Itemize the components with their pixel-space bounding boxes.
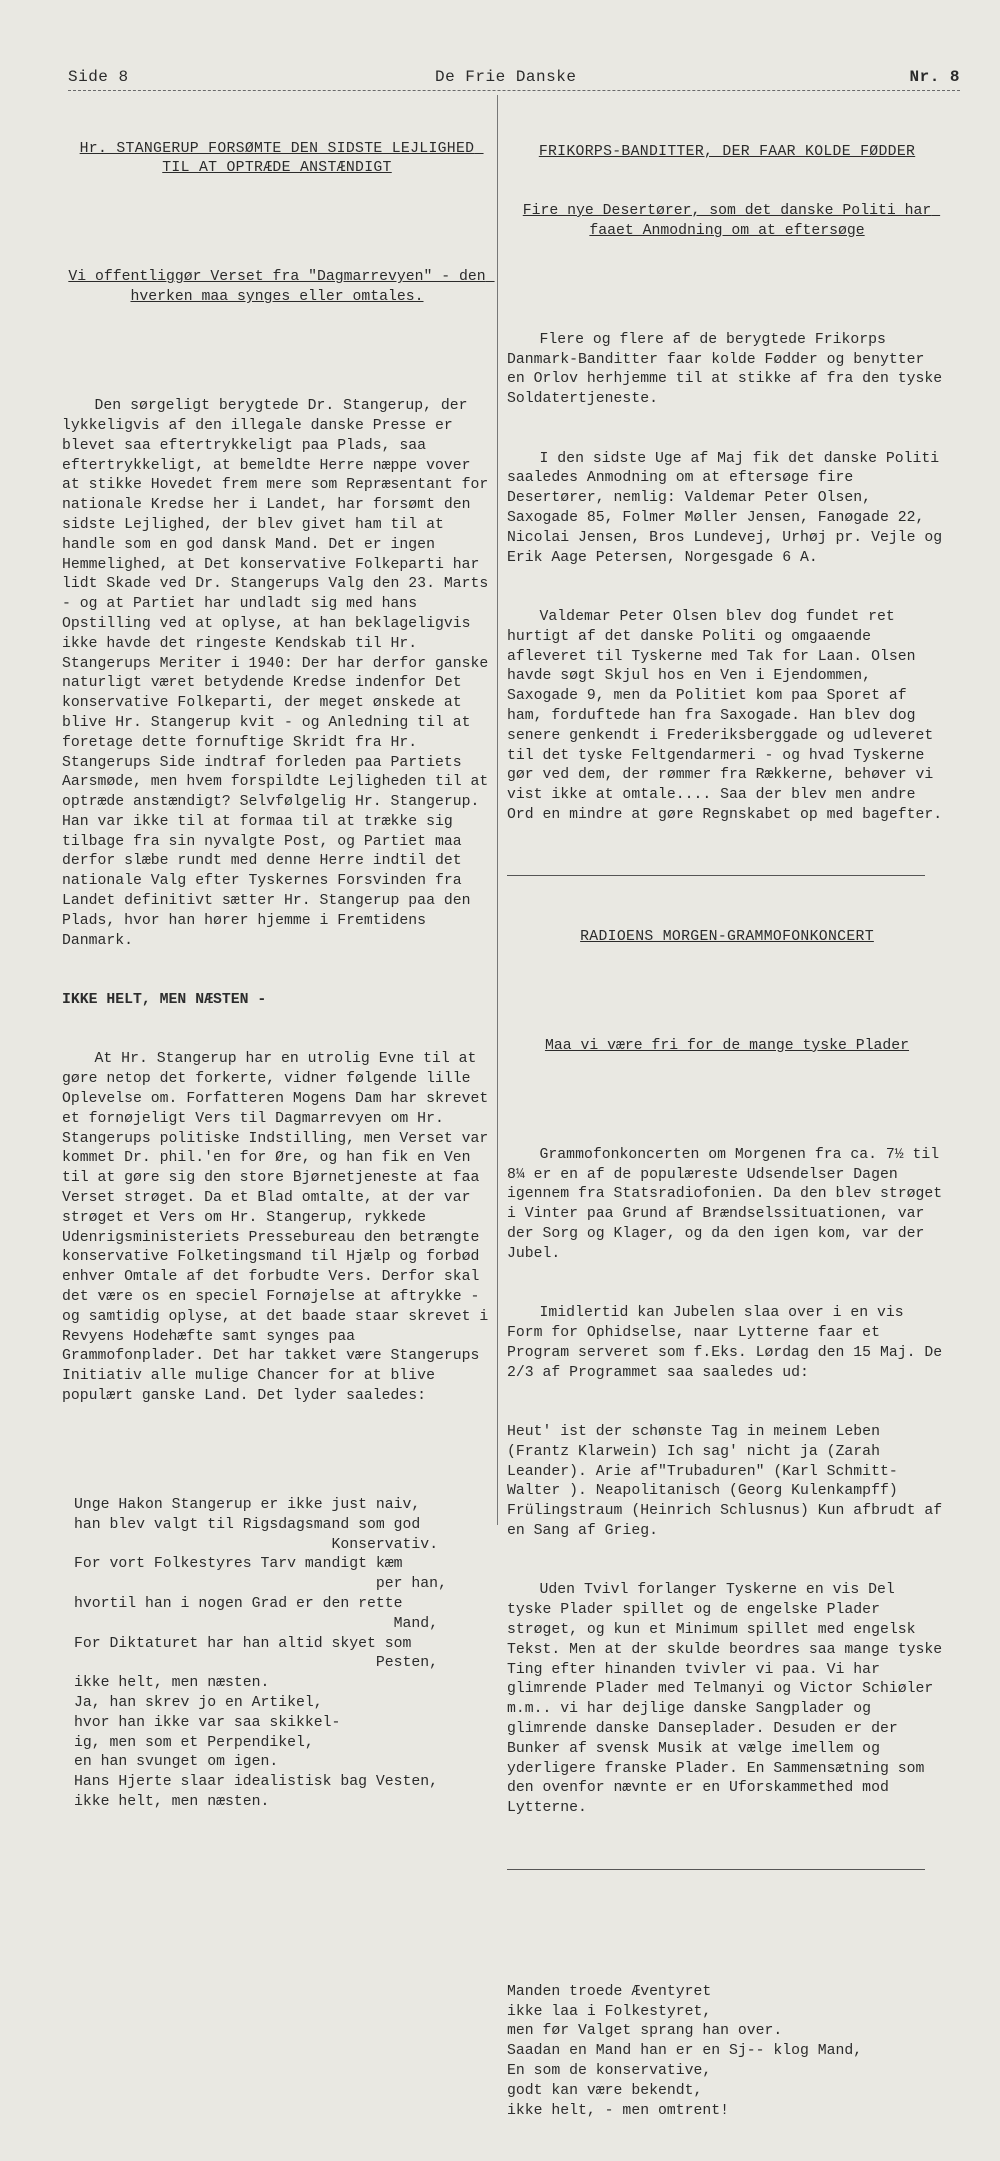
program-list: Heut' ist der schønste Tag in meinem Leben (Frantz Klarwein) Ich sag' nicht ja (Zarah Leander). Arie af"Trubaduren" (Karl Schmitt- Walter ). Neapolitanisch (Georg Kulenkampff) Frülingstraum (Heinrich Schlusnus) Kun afbrudt af en Sang af Grieg. [507,1424,951,1539]
article-paragraph: Valdemar Peter Olsen blev dog fundet ret hurtigt af det danske Politi og omgaaende afleveret til Tyskerne med Tak for Laan. Olsen havde søgt Skjul hos en Ven i Ejendommen, Saxogade 9, men da Politiet kom paa Sporet af ham, forduftede han fra Saxogade. Han blev dog senere genkendt i Frederiksberggade og udleveret til det tyske Feltgendarmeri - og hvad Tyskerne gør ved dem, der rømmer fra Rækkerne, behøver vi vist ikke at omtale.... Saa der blev men andre Ord en mindre at gøre Regnskabet op med bagefter. [507,608,943,823]
article-paragraph: Imidlertid kan Jubelen slaa over i en vis Form for Ophidselse, naar Lytterne faar et Program serveret som f.Eks. Lørdag den 15 Maj. De 2/3 af Programmet saa saaledes ud: [507,1305,951,1381]
article-title-radio: RADIOENS MORGEN-GRAMMOFONKONCERT [580,928,874,945]
article-subtitle-radio: Maa vi være fri for de mange tyske Plader [544,1037,910,1054]
article-paragraph: Flere og flere af de berygtede Frikorps Danmark-Banditter faar kolde Fødder og benytter en Orlov herhjemme til at stikke af fra den tyske Soldatertjeneste. [507,331,951,408]
article-subtitle-stangerup: Vi offentliggør Verset fra "Dagmarrevyen" - den hverken maa synges eller omtales. [68,269,495,306]
header-rule [68,90,960,91]
right-column [507,103,951,2161]
article-title-frikorps: FRIKORPS-BANDITTER, DER FAAR KOLDE FØDDER [538,143,916,160]
newspaper-name: De Frie Danske [435,68,577,86]
article-title-stangerup: Hr. STANGERUP FORSØMTE DEN SIDSTE LEJLIGHED TIL AT OPTRÆDE ANSTÆNDIGT [79,140,484,177]
verse-closing: Manden troede Æventyret ikke laa i Folkestyret, men før Valget sprang han over. Saadan en Mand han er en Sj-- klog Mand, En som de konservative, godt kan være bekendt, ikke helt, - men omtrent! [507,1983,863,2119]
issue-number: Nr. 8 [909,68,960,86]
article-paragraph: At Hr. Stangerup har en utrolig Evne til at gøre netop det forkerte, vidner følgende lille Oplevelse om. Forfatteren Mogens Dam har skrevet et fornøjeligt Vers til Dagmarrevyen om Hr. Stangerups politiske Indstilling, men Verset var kommet Dr. phil.'en for Øre, og han fik en Ven til at gøre sig den store Bjørnetjeneste at faa Verset strøget. Da et Blad omtalte, at der var strøget et Vers om Hr. Stangerup, rykkede Udenrigsministeriets Pressebureau den betrængte konservative Folketingsmand til Hjælp og forbød enhver Omtale af det forbudte Vers. Derfor skal det være os en speciel Fornøjelse at aftrykke - og samtidig oplyse, at det baade staar skrevet i Revyens Hodehæfte samt synges paa Grammofonplader. Det har takket være Stangerups Initiativ alle mulige Chancer for at blive populært ganske Land. Det lyder saaledes: [62,1051,498,1404]
article-paragraph: Uden Tvivl forlanger Tyskerne en vis Del tyske Plader spillet og de engelske Plader strøget, og kun et Minimum spillet med engelsk Tekst. Men at der skulde beordres saa mange tyske Ting efter hinanden tvivler vi paa. Vi har glimrende Plader med Telmanyi og Victor Schiøler m.m.. vi har dejlige danske Sangplader og glimrende danske Danseplader. Desuden er der Bunker af svensk Musik at vælge imellem og yderligere franske Plader. En Sammensætning som den ovenfor nævnte er en Uforskammethed mod Lytterne. [507,1582,951,1817]
article-paragraph: Grammofonkoncerten om Morgenen fra ca. 7½ til 8¼ er en af de populæreste Udsendelser Dagen igennem fra Statsradiofonien. Da den blev strøget i Vinter paa Grund af Brændselssituationen, var der Sorg og Klager, og da den igen kom, var der Jubel. [507,1146,951,1262]
verse-stangerup: Unge Hakon Stangerup er ikke just naiv, han blev valgt til Rigsdagsmand som god Konservativ. For vort Folkestyres Tarv mandigt kæm per han, hvortil han i nogen Grad er den rette Mand, For Diktaturet har han altid skyet som Pesten, ikke helt, men næsten. Ja, han skrev jo en Artikel, hvor han ikke var saa skikkel- ig, men som et Perpendikel, en han svunget om igen. Hans Hjerte slaar idealistisk bag Vesten, ikke helt, men næsten. [74,1496,447,1810]
article-paragraph: I den sidste Uge af Maj fik det danske Politi saaledes Anmodning om at eftersøge fire Desertører, nemlig: Valdemar Peter Olsen, Saxogade 85, Folmer Møller Jensen, Fanøgade 22, Nicolai Jensen, Bros Lundevej, Urhøj pr. Vejle og Erik Aage Petersen, Norgesgade 6 A. [507,450,951,566]
column-divider [497,95,498,1525]
section-separator [507,875,925,876]
article-paragraph: Den sørgeligt berygtede Dr. Stangerup, der lykkeligvis af den illegale danske Presse er blevet saa eftertrykkeligt paa Plads, saa eftertrykkeligt, at bemeldte Herre næppe vover at stikke Hovedet frem mere som Repræsentant for nationale Kredse her i Landet, har forsømt den sidste Lejlighed, der blev givet ham til at handle som en god dansk Mand. Det er ingen Hemmelighed, at Det konservative Folkeparti har lidt Skade ved Dr. Stangerups Valg den 23. Marts - og at Partiet har undladt sig med hans Opstilling ved at oplyse, at han beklageligvis ikke havde det ringeste Kendskab til Hr. Stangerups Meriter i 1940: Der har derfor ganske naturligt været betydende Kredse indenfor Det konservative Folkeparti, der meget ønskede at blive Hr. Stangerup kvit - og Anledning til at foretage dette fornuftige Skridt fra Hr. Stangerups Side indtraf forleden paa Partiets Aarsmøde, men hvem forspildte Lejligheden til at optræde anstændigt? Selvfølgelig Hr. Stangerup. Han var ikke til at formaa til at trække sig tilbage fra sin nyvalgte Post, og Partiet maa derfor slæbe rundt med denne Herre indtil det nationale Valg efter Tyskernes Forsvinden fra Landet definitivt sætter Hr. Stangerup paa den Plads, hvor han hører hjemme i Fremtidens Danmark. [62,398,498,949]
page-number: Side 8 [68,68,129,86]
article-subtitle-frikorps: Fire nye Desertører, som det danske Politi har faaet Anmodning om at eftersøge [522,202,941,239]
section-separator [507,1869,925,1870]
section-heading: IKKE HELT, MEN NÆSTEN - [62,992,267,1009]
left-column [62,100,498,1852]
